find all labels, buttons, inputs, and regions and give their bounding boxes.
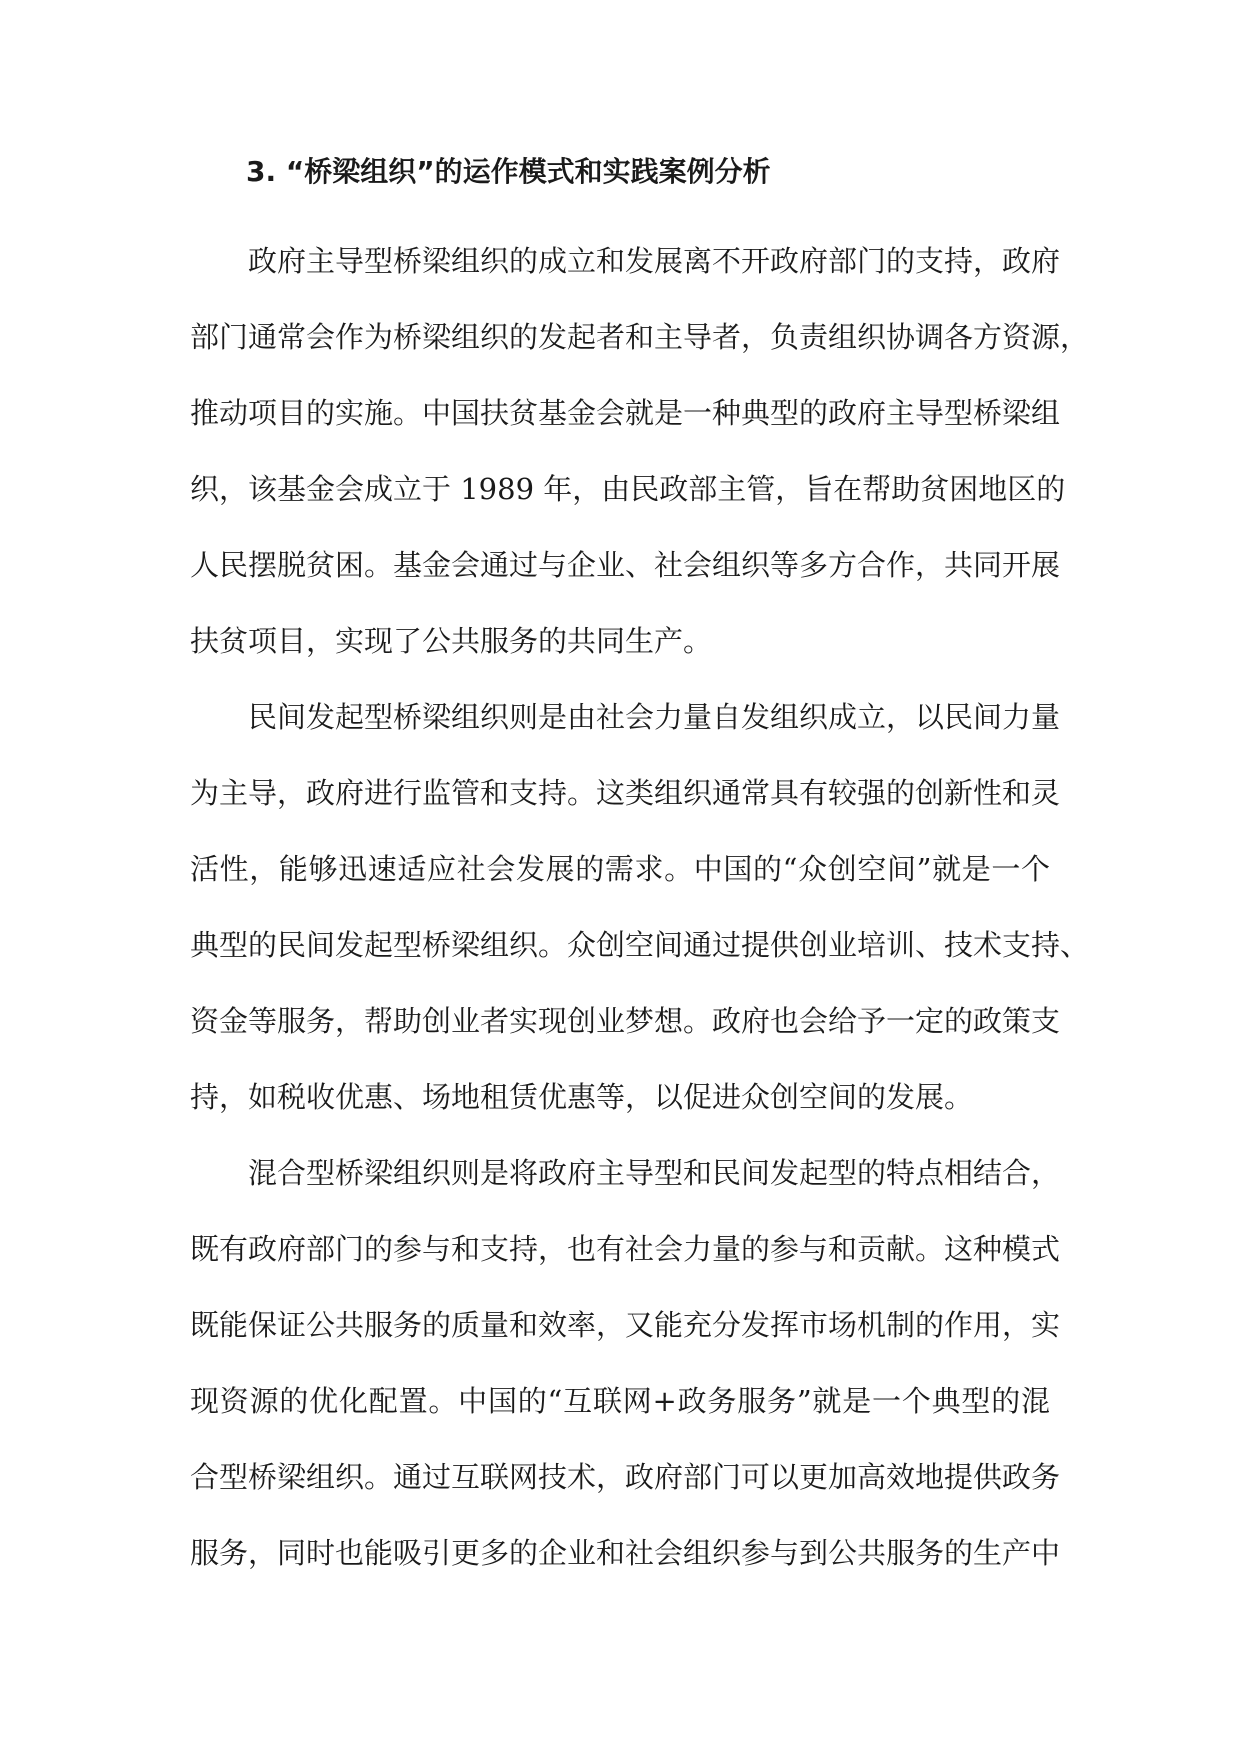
paragraph-hybrid — [190, 1135, 1061, 1591]
document-body — [190, 147, 1090, 1591]
paragraph-line: 资金等服务，帮助创业者实现创业梦想。政府也会给予一定的政策支 — [190, 1004, 1061, 1038]
paragraph-line: 既能保证公共服务的质量和效率，又能充分发挥市场机制的作用，实 — [190, 1308, 1061, 1342]
paragraph-line: 民间发起型桥梁组织则是由社会力量自发组织成立，以民间力量 — [248, 700, 1061, 734]
paragraph-line: 人民摆脱贫困。基金会通过与企业、社会组织等多方合作，共同开展 — [190, 548, 1061, 582]
paragraph-line: 现资源的优化配置。中国的“互联网+政务服务”就是一个典型的混 — [190, 1384, 1050, 1418]
paragraph-line: 既有政府部门的参与和支持，也有社会力量的参与和贡献。这种模式 — [190, 1232, 1061, 1266]
paragraph-civil-initiated — [190, 679, 1090, 1135]
paragraph-line: 为主导，政府进行监管和支持。这类组织通常具有较强的创新性和灵 — [190, 776, 1061, 810]
paragraph-line: 扶贫项目，实现了公共服务的共同生产。 — [190, 624, 713, 658]
paragraph-line: 部门通常会作为桥梁组织的发起者和主导者，负责组织协调各方资源， — [190, 320, 1090, 354]
paragraph-line: 典型的民间发起型桥梁组织。众创空间通过提供创业培训、技术支持、 — [190, 928, 1090, 962]
paragraph-government-led — [190, 223, 1090, 679]
paragraph-line: 推动项目的实施。中国扶贫基金会就是一种典型的政府主导型桥梁组 — [190, 396, 1061, 430]
paragraph-line: 政府主导型桥梁组织的成立和发展离不开政府部门的支持，政府 — [248, 244, 1061, 278]
paragraph-line: 混合型桥梁组织则是将政府主导型和民间发起型的特点相结合， — [248, 1156, 1061, 1190]
section-heading: 3. “桥梁组织”的运作模式和实践案例分析 — [246, 155, 771, 188]
paragraph-line: 活性，能够迅速适应社会发展的需求。中国的“众创空间”就是一个 — [190, 852, 1050, 886]
paragraph-line: 合型桥梁组织。通过互联网技术，政府部门可以更加高效地提供政务 — [190, 1460, 1061, 1494]
paragraph-line: 织，该基金会成立于 1989 年，由民政部主管，旨在帮助贫困地区的 — [190, 472, 1066, 506]
paragraph-line: 服务，同时也能吸引更多的企业和社会组织参与到公共服务的生产中 — [190, 1536, 1061, 1570]
paragraph-line: 持，如税收优惠、场地租赁优惠等，以促进众创空间的发展。 — [190, 1080, 974, 1114]
